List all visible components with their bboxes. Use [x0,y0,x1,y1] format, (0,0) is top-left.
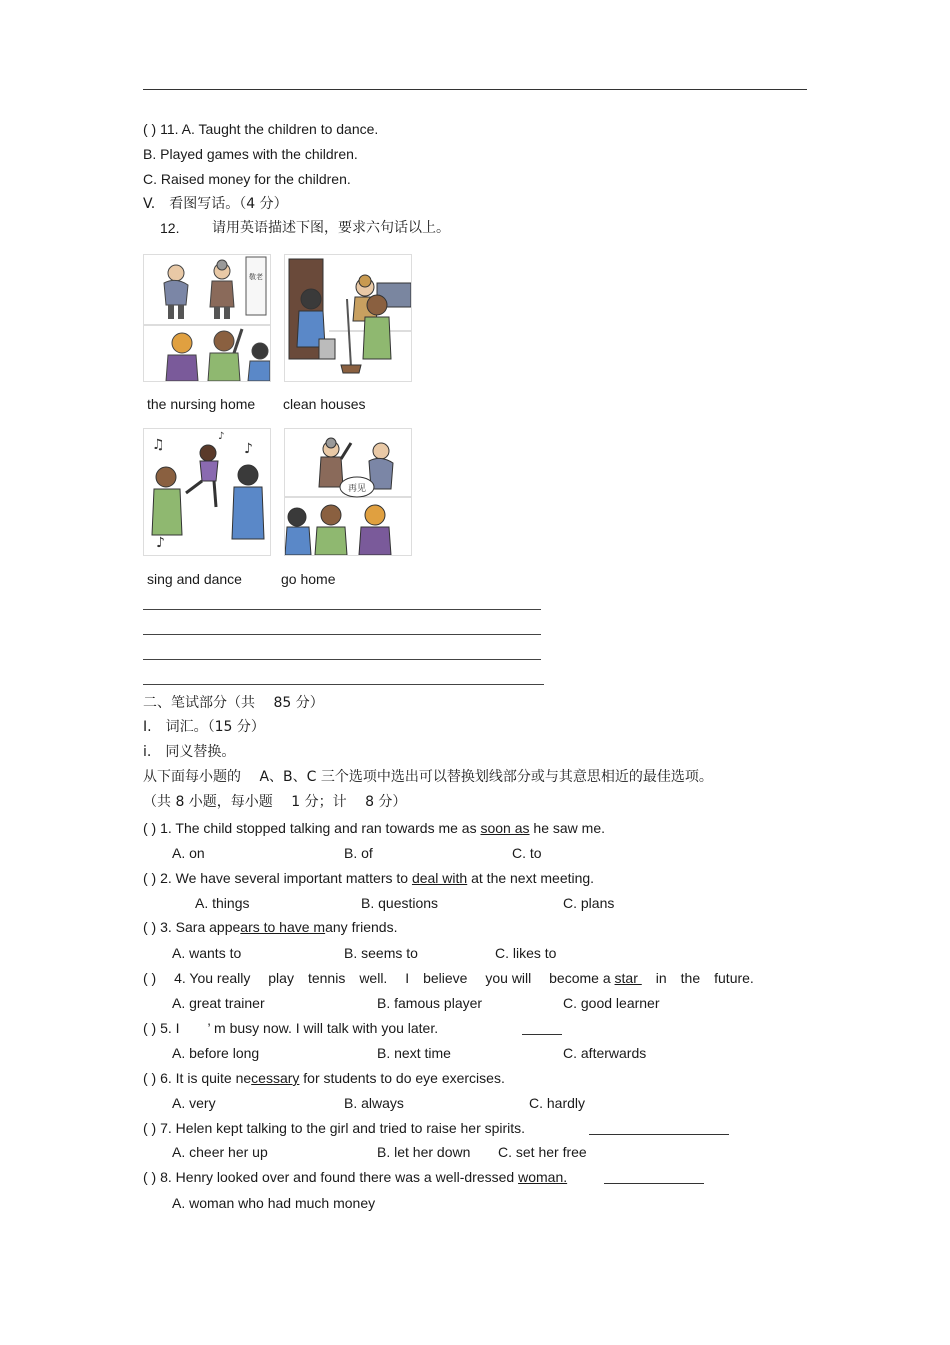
music-note-icon: ♪ [156,535,165,551]
writing-line[interactable] [143,609,541,610]
question-4-option-a[interactable]: A. great trainer [172,995,265,1011]
question-5-blank[interactable] [522,1020,562,1035]
q12-instruction: 请用英语描述下图，要求六句话以上。 [212,220,450,236]
question-8-option-a[interactable]: A. woman who had much money [172,1195,376,1211]
question-4-underlined: star [614,970,642,986]
question-2 [143,869,594,887]
question-4-text: ( ) 4. You really play tennis well. I believe you will become a [143,970,615,986]
question-1-text: ( ) 1. The child stopped talking and ran towards me as [143,820,481,836]
question-6-option-b[interactable]: B. always [344,1095,404,1111]
sing-and-dance-illustration [144,429,270,555]
music-note-icon: ♪ [244,441,253,457]
caption-go-home: go home [281,571,336,587]
question-3-option-c[interactable]: C. likes to [495,945,557,961]
question-1 [143,819,605,837]
caption-clean-houses: clean houses [283,396,366,412]
question-3-option-a[interactable]: A. wants to [172,945,242,961]
question-2-text: ( ) 2. We have several important matters to [143,870,412,886]
synonym-instruction: 从下面每小题的 A、B、C 三个选项中选出可以替换划线部分或与其意思相近的最佳选项。 [143,769,713,785]
sign-text: 敬老 [249,273,263,281]
question-7-option-a[interactable]: A. cheer her up [172,1144,268,1160]
question-3 [143,918,397,936]
question-1-underlined: soon as [480,820,530,836]
synonym-scoring: （共 8 小题，每小题 1 分；计 8 分） [143,794,407,810]
question-6-option-a[interactable]: A. very [172,1095,216,1111]
question-4-rest: in the future. [641,970,754,986]
q11-option-b: B. Played games with the children. [143,146,358,162]
q11-option-c: C. Raised money for the children. [143,171,351,187]
writing-line[interactable] [143,634,541,635]
question-2-option-b[interactable]: B. questions [361,895,439,911]
question-3-underlined: ars to have m [240,919,326,935]
caption-nursing-home: the nursing home [147,396,256,412]
vocabulary-heading: I. 词汇。（15 分） [143,719,265,735]
question-4-option-c[interactable]: C. good learner [563,995,660,1011]
question-6 [143,1069,505,1087]
bubble-text: 再见 [347,484,367,494]
question-5: ( ) 5. I ’ m busy now. I will talk with you later. [143,1020,439,1036]
question-7: ( ) 7. Helen kept talking to the girl and tried to raise her spirits. [143,1120,526,1136]
music-note-icon: ♫ [152,437,165,453]
section-v-title: V. 看图写话。（4 分） [143,196,288,212]
picture-go-home [284,428,412,556]
q12-number: 12. [160,220,180,236]
question-1-option-a[interactable]: A. on [172,845,205,861]
question-8-text: ( ) 8. Henry looked over and found there was a well-dressed [143,1169,519,1185]
question-5-option-a[interactable]: A. before long [172,1045,260,1061]
go-home-illustration [285,429,411,555]
question-6-option-c[interactable]: C. hardly [529,1095,586,1111]
question-7-blank[interactable] [589,1120,729,1135]
picture-nursing-home [143,254,271,382]
caption-sing-and-dance: sing and dance [147,571,242,587]
question-3-rest: any friends. [325,919,398,935]
question-6-text: ( ) 6. It is quite ne [143,1070,252,1086]
question-5-option-c[interactable]: C. afterwards [563,1045,647,1061]
written-section-title: 二、笔试部分（共 85 分） [143,695,324,711]
header-rule [143,89,807,90]
question-5-option-b[interactable]: B. next time [377,1045,451,1061]
question-3-option-b[interactable]: B. seems to [344,945,418,961]
question-1-option-c[interactable]: C. to [512,845,542,861]
question-8-underlined: woman. [518,1169,568,1185]
nursing-home-illustration [144,255,270,381]
question-2-underlined: deal with [411,870,468,886]
question-6-underlined: cessary [251,1070,300,1086]
question-3-text: ( ) 3. Sara appe [143,919,241,935]
question-6-rest: for students to do eye exercises. [299,1070,505,1086]
question-8-blank[interactable] [604,1169,704,1184]
question-2-rest: at the next meeting. [467,870,595,886]
writing-line[interactable] [143,684,544,685]
picture-sing-and-dance [143,428,271,556]
music-note-icon: ♪ [218,431,225,442]
question-1-rest: he saw me. [529,820,606,836]
clean-houses-illustration [285,255,411,381]
question-2-option-c[interactable]: C. plans [563,895,615,911]
question-7-option-b[interactable]: B. let her down [377,1144,471,1160]
question-1-option-b[interactable]: B. of [344,845,373,861]
question-4-option-b[interactable]: B. famous player [377,995,483,1011]
question-8 [143,1168,567,1186]
question-2-option-a[interactable]: A. things [195,895,250,911]
writing-line[interactable] [143,659,541,660]
q11-option-a: ( ) 11. A. Taught the children to dance. [143,121,379,137]
synonym-heading: i. 同义替换。 [143,744,236,760]
question-4 [143,969,754,987]
question-7-option-c[interactable]: C. set her free [498,1144,587,1160]
picture-clean-houses [284,254,412,382]
